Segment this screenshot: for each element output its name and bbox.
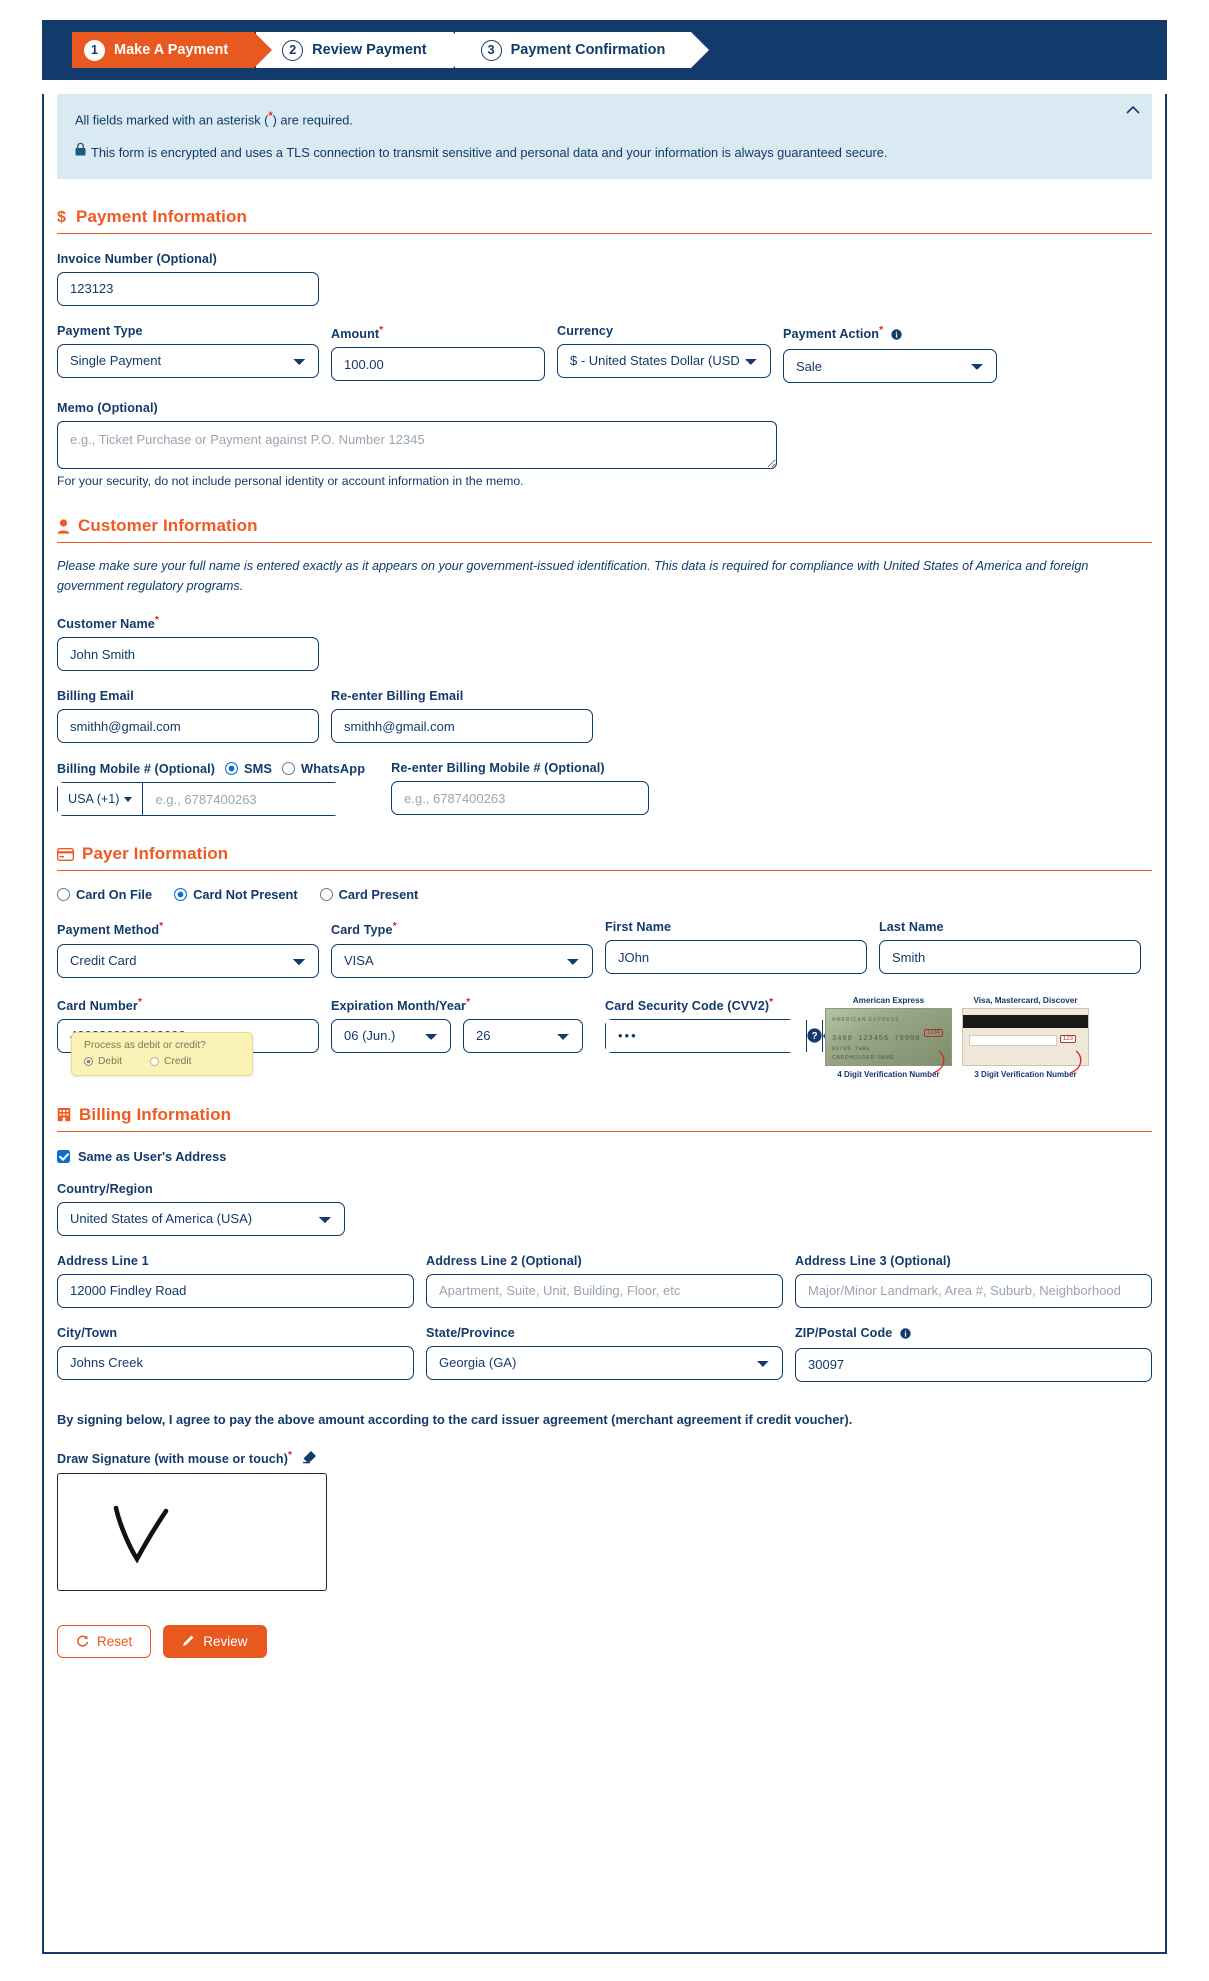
step-label: Make A Payment <box>114 42 229 58</box>
card-not-present-label: Card Not Present <box>193 887 298 903</box>
payment-type-select[interactable] <box>57 344 319 378</box>
first-name-field <box>605 920 867 977</box>
currency-label: Currency <box>557 323 614 338</box>
cvv-input-group <box>605 1019 818 1053</box>
amount-label: Amount* <box>331 323 384 342</box>
section-payment-information <box>57 207 1152 234</box>
address-line-1-field <box>57 1254 414 1308</box>
tooltip-credit-label: Credit <box>164 1055 192 1067</box>
step-number: 1 <box>84 40 105 61</box>
city-input[interactable] <box>57 1346 414 1380</box>
reenter-billing-email-input[interactable] <box>331 709 593 743</box>
invoice-row <box>57 252 1152 306</box>
user-icon <box>57 519 70 534</box>
first-name-input[interactable] <box>605 940 867 974</box>
review-button[interactable] <box>163 1625 266 1658</box>
payment-method-label: Payment Method* <box>57 920 164 938</box>
amex-sample-name: CARDHOLDER NAME <box>832 1054 895 1061</box>
country-code-dropdown[interactable] <box>58 783 143 815</box>
eraser-icon[interactable] <box>302 1450 318 1464</box>
collapse-alert-icon[interactable] <box>1126 102 1140 117</box>
zip-label: ZIP/Postal Code i <box>795 1326 1152 1342</box>
chevron-down-icon <box>124 797 132 802</box>
security-note <box>75 143 1134 163</box>
required-note-post: ) are required. <box>272 112 353 128</box>
cvv-label: Card Security Code (CVV2)* <box>605 995 774 1013</box>
security-note-text: This form is encrypted and uses a TLS connection to transmit sensitive and personal data and your information is always guaranteed secure. <box>91 145 888 161</box>
form-actions <box>57 1625 1152 1658</box>
address-line-2-input[interactable] <box>426 1274 783 1308</box>
step-review-payment[interactable] <box>256 32 452 68</box>
memo-label: Memo (Optional) <box>57 401 158 416</box>
billing-mobile-row <box>57 761 1152 816</box>
step-label: Payment Confirmation <box>510 42 666 58</box>
same-as-user-address-checkbox[interactable] <box>57 1150 70 1163</box>
payment-method-field <box>57 920 319 977</box>
signature-agreement-text: By signing below, I agree to pay the above amount according to the card issuer agreement (merchant agreement if credit voucher). <box>57 1411 853 1427</box>
radio-dot <box>150 1057 159 1066</box>
card-type-label: Card Type* <box>331 920 397 938</box>
memo-row <box>57 401 1152 488</box>
section-payer-information <box>57 844 1152 871</box>
amex-sample-number: 3400 123456 78900 <box>832 1034 921 1043</box>
reenter-billing-mobile-field <box>391 761 649 816</box>
refresh-icon <box>76 1634 89 1649</box>
reenter-billing-email-field <box>331 689 593 743</box>
section-billing-information <box>57 1105 1152 1132</box>
signature-label: Draw Signature (with mouse or touch)* <box>57 1448 293 1466</box>
section-customer-information <box>57 516 1152 543</box>
address-line-3-label: Address Line 3 (Optional) <box>795 1253 951 1268</box>
step-payment-confirmation[interactable] <box>455 32 692 68</box>
required-fields-note <box>75 108 1134 130</box>
payment-action-select[interactable] <box>783 349 997 383</box>
state-label: State/Province <box>426 1325 515 1340</box>
radio-dot <box>320 888 333 901</box>
billing-email-label: Billing Email <box>57 689 134 704</box>
visa-sample-title: Visa, Mastercard, Discover <box>973 995 1078 1005</box>
state-select[interactable] <box>426 1346 783 1380</box>
svg-text:$: $ <box>57 209 66 227</box>
customer-name-label: Customer Name* <box>57 614 160 632</box>
form-card <box>42 94 1167 1954</box>
cvv-input[interactable] <box>606 1020 806 1052</box>
cvv-field <box>605 995 818 1053</box>
same-as-user-address-row[interactable] <box>57 1149 1152 1164</box>
address-line-1-input[interactable] <box>57 1274 414 1308</box>
payment-method-row <box>57 920 1152 977</box>
card-on-file-radio[interactable] <box>57 887 152 902</box>
payment-action-field <box>783 324 997 383</box>
invoice-number-field <box>57 252 319 306</box>
amex-cvv-pointer-icon <box>919 1049 949 1075</box>
city-state-zip-row <box>57 1326 1152 1382</box>
country-row <box>57 1182 1152 1236</box>
billing-mobile-input-group <box>57 782 340 816</box>
country-field <box>57 1182 345 1236</box>
state-field <box>426 1326 783 1382</box>
card-not-present-radio[interactable] <box>174 887 298 902</box>
reenter-billing-mobile-label: Re-enter Billing Mobile # (Optional) <box>391 761 605 776</box>
reenter-billing-mobile-input[interactable] <box>391 781 649 815</box>
svg-text:i: i <box>904 1328 907 1338</box>
invoice-number-input[interactable] <box>57 272 319 306</box>
card-on-file-label: Card On File <box>76 887 153 903</box>
radio-dot <box>84 1057 93 1066</box>
amex-brand-text: AMERICAN EXPRESS <box>832 1016 900 1023</box>
reenter-billing-email-label: Re-enter Billing Email <box>331 689 464 704</box>
cvv-card-samples <box>825 996 1089 1079</box>
credit-card-icon <box>57 848 74 861</box>
payment-type-row <box>57 324 1152 383</box>
debit-credit-tooltip <box>71 1032 253 1076</box>
card-present-label: Card Present <box>338 887 419 903</box>
customer-information-note: Please make sure your full name is entered exactly as it appears on your government-issued identification. This data is required for compliance with United States of America and foreign government regulatory programs. <box>57 559 1089 593</box>
payment-method-select[interactable] <box>57 944 319 978</box>
payment-action-label: Payment Action* i <box>783 324 997 343</box>
billing-mobile-input[interactable] <box>143 783 343 815</box>
step-number: 3 <box>481 40 502 61</box>
required-asterisk: * <box>268 110 273 122</box>
customer-name-input[interactable] <box>57 637 319 671</box>
magnetic-stripe <box>963 1015 1088 1028</box>
expiration-field <box>331 996 593 1053</box>
last-name-input[interactable] <box>879 940 1141 974</box>
svg-text:i: i <box>895 330 898 340</box>
info-alert <box>57 94 1152 179</box>
signature-strip <box>969 1035 1057 1046</box>
amex-sample-title: American Express <box>852 995 925 1005</box>
info-icon[interactable] <box>900 1328 911 1342</box>
visa-card-sample <box>962 996 1089 1079</box>
first-name-label: First Name <box>605 920 672 935</box>
billing-email-field <box>57 689 319 743</box>
progress-stepper <box>42 20 1167 80</box>
address-line-3-field <box>795 1254 1152 1308</box>
memo-textarea[interactable] <box>57 421 777 469</box>
step-label: Review Payment <box>312 42 427 58</box>
city-label: City/Town <box>57 1325 118 1340</box>
signature-drawing <box>58 1474 328 1592</box>
svg-text:?: ? <box>811 1031 818 1043</box>
radio-dot <box>174 888 187 901</box>
same-as-user-address-label: Same as User's Address <box>78 1148 227 1164</box>
building-icon <box>57 1107 71 1122</box>
signature-label-row <box>57 1449 1152 1466</box>
invoice-number-label: Invoice Number (Optional) <box>57 251 217 266</box>
billing-email-input[interactable] <box>57 709 319 743</box>
memo-hint: For your security, do not include personal identity or account information in the memo. <box>57 474 524 489</box>
payment-type-label: Payment Type <box>57 323 143 338</box>
visa-cvv-pointer-icon <box>1056 1049 1086 1075</box>
last-name-field <box>879 920 1141 977</box>
required-note-pre: All fields marked with an asterisk ( <box>75 112 269 128</box>
lock-icon <box>75 143 86 160</box>
tooltip-debit-label: Debit <box>98 1055 123 1067</box>
billing-mobile-label: Billing Mobile # (Optional) SMS WhatsApp <box>57 761 366 777</box>
reset-button[interactable] <box>57 1625 151 1658</box>
expiration-month-select[interactable] <box>331 1019 451 1053</box>
pencil-icon <box>182 1634 195 1649</box>
card-number-row <box>57 996 1152 1079</box>
billing-mobile-field <box>57 761 365 816</box>
amount-input[interactable] <box>331 347 545 381</box>
visa-card-image <box>962 1008 1089 1066</box>
last-name-label: Last Name <box>879 920 944 935</box>
section-title: Payment Information <box>76 206 247 226</box>
amount-field <box>331 324 545 383</box>
country-select[interactable] <box>57 1202 345 1236</box>
expiration-label: Expiration Month/Year* <box>331 995 471 1013</box>
memo-field <box>57 401 777 488</box>
card-type-field <box>331 920 593 977</box>
billing-email-row <box>57 689 1152 743</box>
address-line-1-label: Address Line 1 <box>57 1253 149 1268</box>
customer-name-field <box>57 614 319 671</box>
amex-sample-cvv: 1234 <box>924 1029 943 1037</box>
channel-whatsapp-label: WhatsApp <box>301 761 366 777</box>
card-number-field <box>57 995 319 1067</box>
section-title: Billing Information <box>79 1104 232 1124</box>
visa-sample-caption: 3 Digit Verification Number <box>974 1069 1077 1079</box>
dollar-icon <box>57 208 68 225</box>
channel-sms-label: SMS <box>244 761 273 777</box>
address-line-3-input[interactable] <box>795 1274 1152 1308</box>
amex-card-image <box>825 1008 952 1066</box>
step-make-a-payment[interactable] <box>72 32 254 68</box>
card-number-label: Card Number* <box>57 995 143 1013</box>
country-code-label: USA (+1) <box>68 792 120 807</box>
question-circle-icon[interactable] <box>806 1020 822 1052</box>
step-number: 2 <box>282 40 303 61</box>
address-line-2-field <box>426 1254 783 1308</box>
zip-field <box>795 1326 1152 1382</box>
card-present-radio[interactable] <box>320 887 419 902</box>
country-label: Country/Region <box>57 1181 153 1196</box>
section-title: Customer Information <box>78 516 258 536</box>
payment-form-page <box>0 20 1209 1981</box>
address-line-2-label: Address Line 2 (Optional) <box>426 1253 582 1268</box>
amex-sample-caption: 4 Digit Verification Number <box>837 1069 940 1079</box>
section-title: Payer Information <box>82 844 229 864</box>
amex-sample-sub: 01/05 THRU <box>832 1044 871 1052</box>
signature-canvas[interactable] <box>57 1473 327 1591</box>
tooltip-credit-radio[interactable] <box>150 1056 191 1067</box>
review-button-label: Review <box>203 1633 248 1649</box>
tooltip-question: Process as debit or credit? <box>84 1039 206 1051</box>
currency-field <box>557 324 771 383</box>
radio-dot <box>57 888 70 901</box>
radio-dot <box>225 762 238 775</box>
currency-select[interactable] <box>557 344 771 378</box>
channel-sms-radio[interactable] <box>225 761 272 776</box>
reset-button-label: Reset <box>97 1633 133 1649</box>
radio-dot <box>282 762 295 775</box>
zip-input[interactable] <box>795 1348 1152 1382</box>
info-icon[interactable] <box>891 329 902 343</box>
customer-name-row <box>57 614 1152 671</box>
card-type-select[interactable] <box>331 944 593 978</box>
expiration-year-select[interactable] <box>463 1019 583 1053</box>
channel-whatsapp-radio[interactable] <box>282 761 365 776</box>
tooltip-debit-radio[interactable] <box>84 1056 122 1067</box>
address-row <box>57 1254 1152 1308</box>
visa-sample-cvv: 123 <box>1060 1035 1076 1043</box>
city-field <box>57 1326 414 1382</box>
amex-card-sample <box>825 996 952 1079</box>
card-presence-radios <box>57 887 1152 902</box>
payment-type-field <box>57 324 319 383</box>
